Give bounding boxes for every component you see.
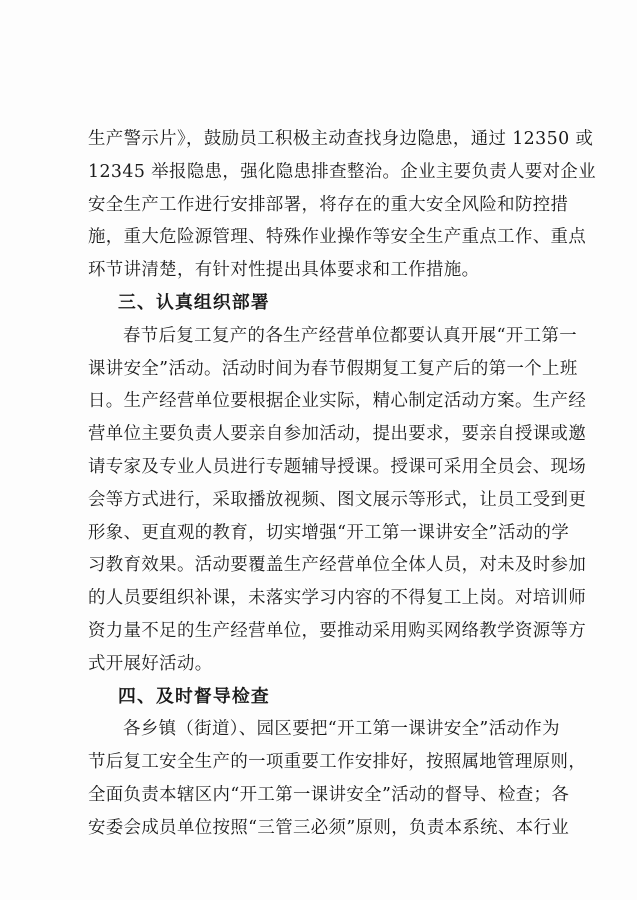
paragraph-line: 节后复工安全生产的一项重要工作安排好，按照属地管理原则， bbox=[88, 752, 587, 773]
paragraph-line: 各乡镇（街道）、园区要把“开工第一课讲安全”活动作为 bbox=[123, 719, 560, 740]
paragraph-line: 形象、更直观的教育，切实增强“开工第一课讲安全”活动的学 bbox=[88, 522, 570, 543]
paragraph-line: 会等方式进行，采取播放视频、图文展示等形式，让员工受到更 bbox=[88, 489, 587, 510]
paragraph-line: 的人员要组织补课，未落实学习内容的不得复工上岗。对培训师 bbox=[88, 588, 587, 609]
paragraph-line: 安委会成员单位按照“三管三必须”原则，负责本系统、本行业 bbox=[88, 817, 570, 838]
document-body bbox=[88, 123, 597, 845]
paragraph-line: 安全生产工作进行安排部署，将存在的重大安全风险和防控措 bbox=[88, 194, 569, 215]
paragraph-line: 课讲安全”活动。活动时间为春节假期复工复产后的第一个上班 bbox=[88, 358, 578, 379]
paragraph-line: 生产警示片》，鼓励员工积极主动查找身边隐患，通过 12350 或 bbox=[88, 129, 594, 149]
paragraph-line: 日。生产经营单位要根据企业实际，精心制定活动方案。生产经 bbox=[88, 391, 587, 412]
paragraph-line: 请专家及专业人员进行专题辅导授课。授课可采用全员会、现场 bbox=[88, 456, 587, 477]
paragraph-line: 施，重大危险源管理、特殊作业操作等安全生产重点工作、重点 bbox=[88, 227, 587, 248]
paragraph-line: 全面负责本辖区内“开工第一课讲安全”活动的督导、检查；各 bbox=[88, 784, 570, 805]
paragraph-line: 春节后复工复产的各生产经营单位都要认真开展“开工第一 bbox=[123, 325, 578, 346]
paragraph-line: 资力量不足的生产经营单位，要推动采用购买网络教学资源等方 bbox=[88, 620, 587, 641]
paragraph-line: 习教育效果。活动要覆盖生产经营单位全体人员，对未及时参加 bbox=[88, 555, 587, 576]
paragraph-line: 营单位主要负责人要亲自参加活动，提出要求，要亲自授课或邀 bbox=[88, 424, 587, 445]
paragraph-line: 式开展好活动。 bbox=[88, 653, 213, 674]
paragraph-line: 12345 举报隐患，强化隐患排查整治。企业主要负责人要对企业 bbox=[88, 161, 597, 182]
section-heading-3: 三、认真组织部署 bbox=[118, 291, 270, 313]
section-heading-4: 四、及时督导检查 bbox=[118, 685, 270, 707]
paragraph-line: 环节讲清楚，有针对性提出具体要求和工作措施。 bbox=[88, 260, 480, 281]
